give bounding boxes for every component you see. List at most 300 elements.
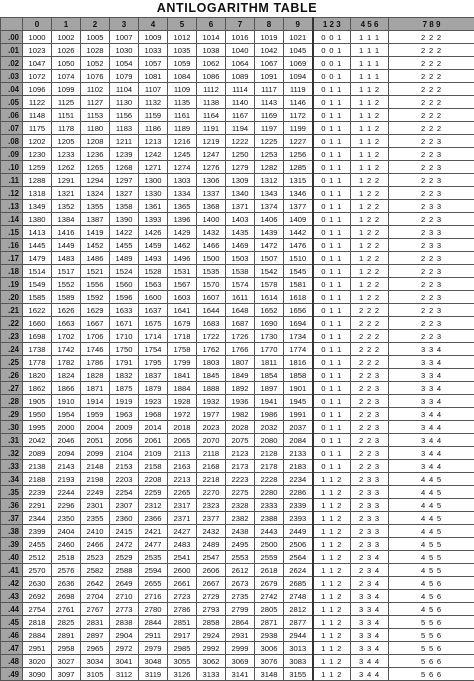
mean-difference-cell: 0 1 1: [313, 421, 351, 434]
value-cell: 1841: [168, 369, 197, 382]
mean-difference-cell: 3 4 4: [389, 421, 474, 434]
value-cell: 1884: [168, 382, 197, 395]
value-cell: 2153: [110, 460, 139, 473]
value-cell: 1079: [110, 70, 139, 83]
value-cell: 1824: [52, 369, 81, 382]
value-cell: 1875: [110, 382, 139, 395]
value-cell: 2735: [226, 590, 255, 603]
value-cell: 1954: [52, 408, 81, 421]
row-label: .35: [1, 486, 23, 499]
mean-difference-cell: 0 1 1: [313, 122, 351, 135]
mean-difference-cell: 1 1 2: [313, 551, 351, 564]
value-cell: 2355: [81, 512, 110, 525]
mean-difference-cell: 0 1 1: [313, 226, 351, 239]
mean-difference-cell: 1 1 2: [351, 109, 389, 122]
mean-difference-cell: 2 2 3: [389, 161, 474, 174]
value-cell: 1239: [110, 148, 139, 161]
value-cell: 2618: [255, 564, 284, 577]
value-cell: 2000: [52, 421, 81, 434]
value-cell: 1282: [255, 161, 284, 174]
value-cell: 2812: [284, 603, 313, 616]
mean-difference-cell: 0 1 1: [313, 109, 351, 122]
value-cell: 1107: [139, 83, 168, 96]
value-cell: 1153: [81, 109, 110, 122]
value-cell: 1219: [197, 135, 226, 148]
value-cell: 1766: [226, 343, 255, 356]
mean-difference-cell: 3 4 4: [351, 668, 389, 681]
mean-difference-cell: 0 1 1: [313, 252, 351, 265]
mean-difference-cell: 2 2 3: [351, 408, 389, 421]
row-label: .38: [1, 525, 23, 538]
table-row: [1, 447, 474, 460]
value-cell: 3119: [139, 668, 168, 681]
value-cell: 2449: [284, 525, 313, 538]
mean-difference-cell: 0 1 1: [313, 291, 351, 304]
value-cell: 1614: [255, 291, 284, 304]
value-cell: 1361: [139, 200, 168, 213]
header-diff-3: 7 8 9: [389, 18, 474, 31]
mean-difference-cell: 1 2 2: [351, 213, 389, 226]
mean-difference-cell: 1 1 2: [351, 135, 389, 148]
mean-difference-cell: 2 2 3: [389, 304, 474, 317]
value-cell: 1742: [52, 343, 81, 356]
value-cell: 1991: [284, 408, 313, 421]
value-cell: 1910: [52, 395, 81, 408]
mean-difference-cell: 0 1 1: [313, 174, 351, 187]
table-row: [1, 577, 474, 590]
value-cell: 1132: [139, 96, 168, 109]
value-cell: 2371: [168, 512, 197, 525]
value-cell: 2075: [226, 434, 255, 447]
row-label: .04: [1, 83, 23, 96]
mean-difference-cell: 0 1 1: [313, 330, 351, 343]
value-cell: 1945: [284, 395, 313, 408]
mean-difference-cell: 4 5 6: [389, 577, 474, 590]
table-row: [1, 57, 474, 70]
value-cell: 2070: [197, 434, 226, 447]
value-cell: 1096: [23, 83, 52, 96]
mean-difference-cell: 0 1 1: [313, 356, 351, 369]
mean-difference-cell: 0 1 1: [313, 447, 351, 460]
header-digit-0: 0: [23, 18, 52, 31]
value-cell: 1466: [197, 239, 226, 252]
value-cell: 1581: [284, 278, 313, 291]
value-cell: 1076: [81, 70, 110, 83]
mean-difference-cell: 1 1 1: [351, 70, 389, 83]
value-cell: 2958: [52, 642, 81, 655]
value-cell: 1762: [197, 343, 226, 356]
header-digit-2: 2: [81, 18, 110, 31]
value-cell: 2938: [255, 629, 284, 642]
value-cell: 2594: [139, 564, 168, 577]
value-cell: 2999: [226, 642, 255, 655]
mean-difference-cell: 2 2 3: [389, 135, 474, 148]
value-cell: 1977: [197, 408, 226, 421]
value-cell: 1556: [81, 278, 110, 291]
mean-difference-cell: 1 1 2: [313, 538, 351, 551]
value-cell: 1795: [139, 356, 168, 369]
value-cell: 1888: [197, 382, 226, 395]
row-label: .39: [1, 538, 23, 551]
value-cell: 1159: [139, 109, 168, 122]
value-cell: 1452: [81, 239, 110, 252]
value-cell: 1919: [110, 395, 139, 408]
value-cell: 1901: [284, 382, 313, 395]
mean-difference-cell: 2 2 2: [389, 83, 474, 96]
value-cell: 2553: [226, 551, 255, 564]
mean-difference-cell: 1 1 2: [313, 525, 351, 538]
value-cell: 2944: [284, 629, 313, 642]
value-cell: 1130: [110, 96, 139, 109]
value-cell: 1419: [81, 226, 110, 239]
value-cell: 3013: [284, 642, 313, 655]
value-cell: 1611: [226, 291, 255, 304]
mean-difference-cell: 1 1 2: [351, 83, 389, 96]
mean-difference-cell: 1 1 2: [351, 122, 389, 135]
value-cell: 1175: [23, 122, 52, 135]
value-cell: 1081: [139, 70, 168, 83]
value-cell: 1663: [52, 317, 81, 330]
value-cell: 1230: [23, 148, 52, 161]
mean-difference-cell: 1 1 2: [313, 616, 351, 629]
value-cell: 1365: [168, 200, 197, 213]
row-label: .18: [1, 265, 23, 278]
value-cell: 1197: [255, 122, 284, 135]
table-row: [1, 668, 474, 681]
table-row: [1, 148, 474, 161]
value-cell: 2148: [81, 460, 110, 473]
value-cell: 2831: [81, 616, 110, 629]
value-cell: 2296: [52, 499, 81, 512]
row-label: .16: [1, 239, 23, 252]
value-cell: 1585: [23, 291, 52, 304]
value-cell: 2559: [255, 551, 284, 564]
mean-difference-cell: 1 1 2: [313, 590, 351, 603]
row-label: .45: [1, 616, 23, 629]
value-cell: 2698: [52, 590, 81, 603]
value-cell: 2500: [255, 538, 284, 551]
row-label: .36: [1, 499, 23, 512]
value-cell: 1023: [23, 44, 52, 57]
value-cell: 2799: [226, 603, 255, 616]
mean-difference-cell: 2 2 3: [389, 174, 474, 187]
value-cell: 2729: [197, 590, 226, 603]
value-cell: 1698: [23, 330, 52, 343]
value-cell: 2168: [197, 460, 226, 473]
value-cell: 1710: [110, 330, 139, 343]
mean-difference-cell: 3 4 4: [389, 408, 474, 421]
value-cell: 2710: [110, 590, 139, 603]
mean-difference-cell: 2 2 3: [389, 265, 474, 278]
table-row: [1, 603, 474, 616]
row-label: .37: [1, 512, 23, 525]
value-cell: 1377: [284, 200, 313, 213]
value-cell: 3062: [197, 655, 226, 668]
value-cell: 3090: [23, 668, 52, 681]
value-cell: 1122: [23, 96, 52, 109]
value-cell: 1500: [197, 252, 226, 265]
mean-difference-cell: 4 5 5: [389, 538, 474, 551]
mean-difference-cell: 4 4 5: [389, 512, 474, 525]
mean-difference-cell: 2 2 2: [389, 44, 474, 57]
value-cell: 2432: [197, 525, 226, 538]
value-cell: 1442: [284, 226, 313, 239]
value-cell: 1271: [139, 161, 168, 174]
value-cell: 1265: [81, 161, 110, 174]
value-cell: 1125: [52, 96, 81, 109]
value-cell: 2466: [81, 538, 110, 551]
value-cell: 3097: [52, 668, 81, 681]
value-cell: 2523: [81, 551, 110, 564]
value-cell: 1483: [52, 252, 81, 265]
value-cell: 1469: [226, 239, 255, 252]
value-cell: 1622: [23, 304, 52, 317]
value-cell: 2188: [23, 473, 52, 486]
mean-difference-cell: 2 3 3: [351, 538, 389, 551]
value-cell: 2529: [110, 551, 139, 564]
header-digit-8: 8: [255, 18, 284, 31]
header-digit-5: 5: [168, 18, 197, 31]
mean-difference-cell: 0 1 1: [313, 304, 351, 317]
value-cell: 2877: [284, 616, 313, 629]
value-cell: 1059: [168, 57, 197, 70]
mean-difference-cell: 2 2 2: [389, 57, 474, 70]
mean-difference-cell: 2 3 3: [351, 512, 389, 525]
value-cell: 1932: [197, 395, 226, 408]
table-row: [1, 265, 474, 278]
value-cell: 1607: [197, 291, 226, 304]
value-cell: 1714: [139, 330, 168, 343]
row-label: .15: [1, 226, 23, 239]
value-cell: 1656: [284, 304, 313, 317]
value-cell: 1496: [168, 252, 197, 265]
table-title: ANTILOGARITHM TABLE: [0, 0, 474, 17]
value-cell: 1409: [284, 213, 313, 226]
value-cell: 2193: [52, 473, 81, 486]
value-cell: 2965: [81, 642, 110, 655]
value-cell: 1033: [139, 44, 168, 57]
value-cell: 1199: [284, 122, 313, 135]
value-cell: 1679: [168, 317, 197, 330]
value-cell: 2393: [284, 512, 313, 525]
value-cell: 2655: [139, 577, 168, 590]
value-cell: 1633: [110, 304, 139, 317]
value-cell: 2123: [226, 447, 255, 460]
value-cell: 1349: [23, 200, 52, 213]
value-cell: 2535: [139, 551, 168, 564]
row-label: .27: [1, 382, 23, 395]
table-row: [1, 512, 474, 525]
table-row: [1, 291, 474, 304]
value-cell: 2495: [226, 538, 255, 551]
value-cell: 2113: [168, 447, 197, 460]
value-cell: 2388: [255, 512, 284, 525]
value-cell: 2061: [139, 434, 168, 447]
value-cell: 2600: [168, 564, 197, 577]
value-cell: 2366: [139, 512, 168, 525]
value-cell: 1035: [168, 44, 197, 57]
value-cell: 1897: [255, 382, 284, 395]
value-cell: 1216: [168, 135, 197, 148]
table-row: [1, 31, 474, 44]
value-cell: 1236: [81, 148, 110, 161]
value-cell: 1426: [139, 226, 168, 239]
mean-difference-cell: 2 2 3: [351, 382, 389, 395]
value-cell: 1384: [52, 213, 81, 226]
value-cell: 1028: [81, 44, 110, 57]
header-diff-1: 1 2 3: [313, 18, 351, 31]
mean-difference-cell: 0 1 1: [313, 96, 351, 109]
value-cell: 2692: [23, 590, 52, 603]
mean-difference-cell: 3 3 4: [351, 642, 389, 655]
value-cell: 1038: [197, 44, 226, 57]
value-cell: 2377: [197, 512, 226, 525]
mean-difference-cell: 2 3 3: [351, 525, 389, 538]
value-cell: 2065: [168, 434, 197, 447]
value-cell: 2864: [226, 616, 255, 629]
value-cell: 1738: [23, 343, 52, 356]
value-cell: 1416: [52, 226, 81, 239]
value-cell: 2564: [284, 551, 313, 564]
value-cell: 1268: [110, 161, 139, 174]
value-cell: 1879: [139, 382, 168, 395]
mean-difference-cell: 1 1 2: [313, 629, 351, 642]
value-cell: 1455: [110, 239, 139, 252]
value-cell: 1936: [226, 395, 255, 408]
row-label: .31: [1, 434, 23, 447]
header-digit-6: 6: [197, 18, 226, 31]
value-cell: 1986: [255, 408, 284, 421]
value-cell: 2624: [284, 564, 313, 577]
value-cell: 1114: [226, 83, 255, 96]
mean-difference-cell: 3 4 4: [351, 655, 389, 668]
value-cell: 2570: [23, 564, 52, 577]
value-cell: 1618: [284, 291, 313, 304]
value-cell: 1172: [284, 109, 313, 122]
value-cell: 1005: [81, 31, 110, 44]
mean-difference-cell: 5 6 6: [389, 668, 474, 681]
table-row: [1, 564, 474, 577]
table-row: [1, 200, 474, 213]
value-cell: 1422: [110, 226, 139, 239]
mean-difference-cell: 4 5 6: [389, 590, 474, 603]
row-label: .01: [1, 44, 23, 57]
value-cell: 1493: [139, 252, 168, 265]
row-label: .09: [1, 148, 23, 161]
value-cell: 1393: [139, 213, 168, 226]
value-cell: 1069: [284, 57, 313, 70]
value-cell: 1064: [226, 57, 255, 70]
value-cell: 1140: [226, 96, 255, 109]
mean-difference-cell: 0 1 1: [313, 213, 351, 226]
row-label: .29: [1, 408, 23, 421]
value-cell: 1694: [284, 317, 313, 330]
mean-difference-cell: 4 4 5: [389, 525, 474, 538]
value-cell: 1429: [168, 226, 197, 239]
value-cell: 2636: [52, 577, 81, 590]
value-cell: 2323: [197, 499, 226, 512]
value-cell: 2410: [81, 525, 110, 538]
value-cell: 1750: [110, 343, 139, 356]
value-cell: 1014: [197, 31, 226, 44]
table-row: [1, 629, 474, 642]
value-cell: 1117: [255, 83, 284, 96]
mean-difference-cell: 2 2 3: [351, 434, 389, 447]
mean-difference-cell: 1 1 1: [351, 57, 389, 70]
mean-difference-cell: 2 3 3: [389, 226, 474, 239]
value-cell: 1109: [168, 83, 197, 96]
value-cell: 1094: [284, 70, 313, 83]
value-cell: 1995: [23, 421, 52, 434]
value-cell: 2118: [197, 447, 226, 460]
value-cell: 1355: [81, 200, 110, 213]
value-cell: 1119: [284, 83, 313, 96]
value-cell: 2163: [168, 460, 197, 473]
value-cell: 1858: [284, 369, 313, 382]
value-cell: 1923: [139, 395, 168, 408]
value-cell: 2649: [110, 577, 139, 590]
value-cell: 2979: [139, 642, 168, 655]
row-label: .19: [1, 278, 23, 291]
value-cell: 2427: [168, 525, 197, 538]
row-label: .10: [1, 161, 23, 174]
value-cell: 1928: [168, 395, 197, 408]
table-row: [1, 616, 474, 629]
value-cell: 1104: [110, 83, 139, 96]
value-cell: 2254: [110, 486, 139, 499]
row-label: .41: [1, 564, 23, 577]
value-cell: 2673: [226, 577, 255, 590]
value-cell: 2158: [139, 460, 168, 473]
value-cell: 1380: [23, 213, 52, 226]
value-cell: 1054: [110, 57, 139, 70]
value-cell: 2099: [81, 447, 110, 460]
table-row: [1, 70, 474, 83]
value-cell: 1871: [81, 382, 110, 395]
value-cell: 3155: [284, 668, 313, 681]
value-cell: 1578: [255, 278, 284, 291]
value-cell: 1472: [255, 239, 284, 252]
value-cell: 2884: [23, 629, 52, 642]
value-cell: 2716: [139, 590, 168, 603]
mean-difference-cell: 0 1 1: [313, 187, 351, 200]
value-cell: 1186: [139, 122, 168, 135]
value-cell: 1837: [139, 369, 168, 382]
value-cell: 1274: [168, 161, 197, 174]
row-label: .02: [1, 57, 23, 70]
mean-difference-cell: 1 1 2: [313, 655, 351, 668]
value-cell: 2109: [139, 447, 168, 460]
value-cell: 2951: [23, 642, 52, 655]
value-cell: 1148: [23, 109, 52, 122]
value-cell: 1462: [168, 239, 197, 252]
value-cell: 3020: [23, 655, 52, 668]
table-row: [1, 135, 474, 148]
mean-difference-cell: 4 5 5: [389, 551, 474, 564]
mean-difference-cell: 2 2 3: [351, 460, 389, 473]
value-cell: 1435: [226, 226, 255, 239]
value-cell: 1648: [226, 304, 255, 317]
value-cell: 1330: [139, 187, 168, 200]
value-cell: 2138: [23, 460, 52, 473]
value-cell: 2104: [110, 447, 139, 460]
value-cell: 3069: [226, 655, 255, 668]
value-cell: 2472: [110, 538, 139, 551]
value-cell: 2009: [110, 421, 139, 434]
table-row: [1, 525, 474, 538]
value-cell: 2805: [255, 603, 284, 616]
value-cell: 1746: [81, 343, 110, 356]
